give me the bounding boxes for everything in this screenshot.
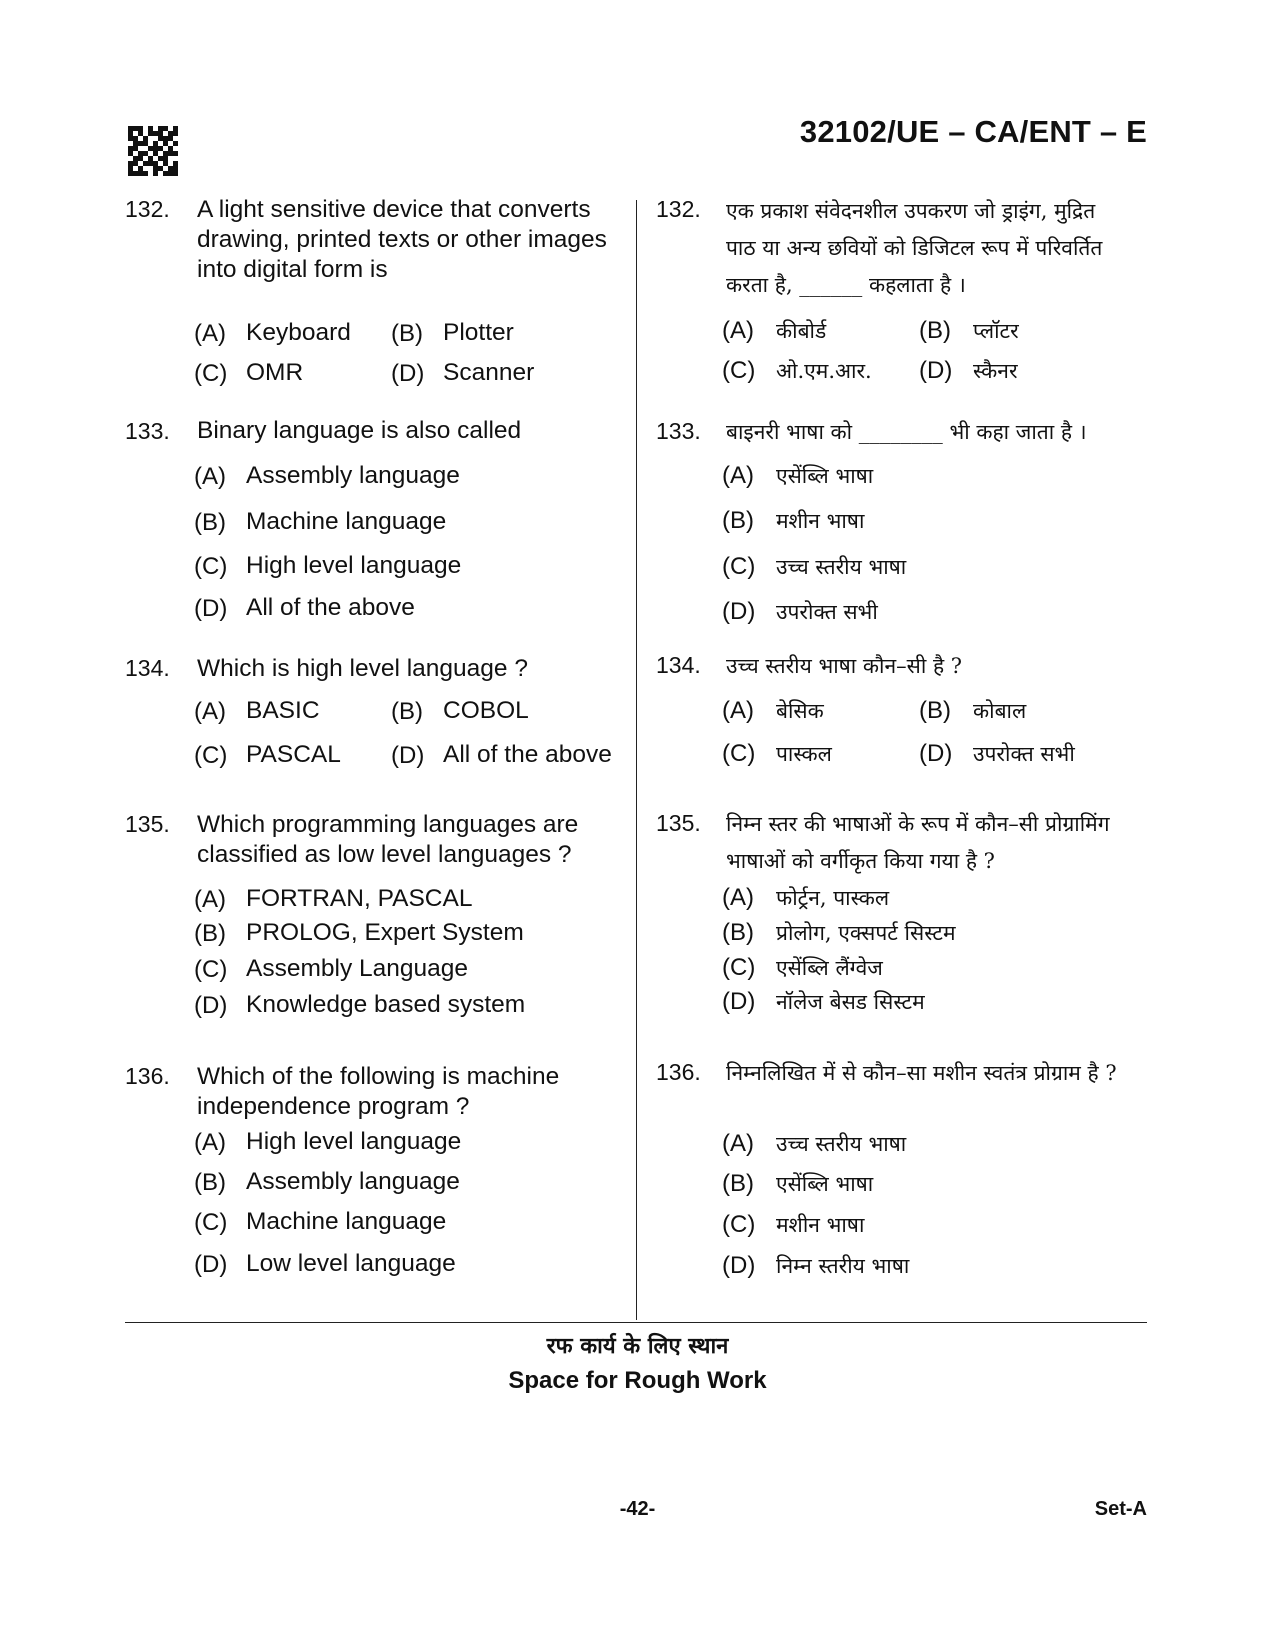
option-letter: (C) — [194, 360, 228, 387]
option-text-hi: उपरोक्त सभी — [776, 600, 878, 624]
option-letter: (A) — [722, 697, 754, 724]
question-number: 135. — [125, 811, 170, 837]
option-letter: (D) — [391, 742, 425, 769]
option-text-hi: ओ.एम.आर. — [776, 359, 872, 383]
option-text-en: OMR — [246, 359, 304, 386]
option-text-en: All of the above — [246, 594, 415, 621]
question-text-en: classified as low level languages ? — [197, 841, 572, 868]
question-text-en: A light sensitive device that converts — [197, 196, 591, 223]
option-letter: (B) — [391, 320, 423, 347]
column-divider — [636, 200, 637, 1320]
option-text-en: COBOL — [443, 697, 529, 724]
option-text-en: Machine language — [246, 508, 447, 535]
question-number: 136. — [125, 1063, 170, 1089]
option-text-hi: एसेंब्लि भाषा — [776, 1172, 874, 1196]
option-letter: (B) — [919, 317, 951, 344]
option-letter: (C) — [722, 357, 756, 384]
option-letter: (B) — [919, 697, 951, 724]
option-letter: (A) — [722, 462, 754, 489]
question-number: 134. — [125, 655, 170, 681]
question-number: 134. — [656, 652, 701, 678]
option-text-hi: निम्न स्तरीय भाषा — [776, 1254, 910, 1278]
option-letter: (C) — [722, 954, 756, 981]
question-number: 132. — [656, 196, 701, 222]
option-text-hi: उपरोक्त सभी — [973, 742, 1075, 766]
option-letter: (C) — [722, 1211, 756, 1238]
page-number: -42- — [619, 1498, 656, 1520]
question-text-hi: बाइनरी भाषा को ________ भी कहा जाता है । — [726, 420, 1087, 444]
rough-work-divider — [125, 1322, 1147, 1323]
option-letter: (A) — [194, 698, 226, 725]
option-text-en: All of the above — [443, 741, 612, 768]
paper-code: 32102/UE – CA/ENT – E — [799, 114, 1147, 149]
option-letter: (D) — [194, 992, 228, 1019]
question-text-hi: निम्नलिखित में से कौन–सा मशीन स्वतंत्र प्रोग्राम है ? — [726, 1061, 1117, 1085]
question-number: 133. — [125, 418, 170, 444]
option-text-hi: कोबाल — [973, 699, 1027, 723]
option-text-hi: एसेंब्लि भाषा — [776, 464, 874, 488]
option-letter: (C) — [722, 740, 756, 767]
option-letter: (D) — [722, 988, 756, 1015]
question-text-hi: उच्च स्तरीय भाषा कौन–सी है ? — [726, 654, 963, 678]
option-text-en: Knowledge based system — [246, 991, 526, 1018]
option-text-en: Plotter — [443, 319, 514, 346]
question-text-en: independence program ? — [197, 1093, 470, 1120]
option-text-hi: प्लॉटर — [973, 319, 1019, 343]
option-letter: (C) — [722, 553, 756, 580]
option-text-hi: नॉलेज बेसड सिस्टम — [776, 990, 925, 1014]
option-text-en: Low level language — [246, 1250, 456, 1277]
question-number: 133. — [656, 418, 701, 444]
option-letter: (A) — [722, 317, 754, 344]
rough-work-label-hindi: रफ कार्य के लिए स्थान — [546, 1333, 729, 1359]
option-letter: (B) — [722, 1170, 754, 1197]
question-number: 135. — [656, 810, 701, 836]
option-text-en: Scanner — [443, 359, 535, 386]
option-text-hi: मशीन भाषा — [776, 1213, 865, 1237]
option-text-en: PROLOG, Expert System — [246, 919, 524, 946]
question-number: 136. — [656, 1059, 701, 1085]
option-letter: (D) — [391, 360, 425, 387]
option-letter: (A) — [722, 884, 754, 911]
option-letter: (D) — [194, 595, 228, 622]
option-letter: (B) — [391, 698, 423, 725]
option-letter: (D) — [722, 1252, 756, 1279]
qr-code-icon — [128, 126, 178, 176]
option-letter: (A) — [194, 463, 226, 490]
option-text-en: High level language — [246, 1128, 462, 1155]
option-text-hi: मशीन भाषा — [776, 509, 865, 533]
option-letter: (C) — [194, 1209, 228, 1236]
option-text-en: High level language — [246, 552, 462, 579]
option-text-hi: उच्च स्तरीय भाषा — [776, 555, 907, 579]
option-text-en: Keyboard — [246, 319, 351, 346]
question-number: 132. — [125, 196, 170, 222]
option-text-en: PASCAL — [246, 741, 341, 768]
option-text-hi: स्कैनर — [973, 359, 1018, 383]
question-text-hi: करता है, ______ कहलाता है । — [726, 273, 966, 297]
question-text-hi: एक प्रकाश संवेदनशील उपकरण जो ड्राइंग, मुद्रित — [726, 199, 1096, 223]
option-text-en: Machine language — [246, 1208, 447, 1235]
option-text-en: FORTRAN, PASCAL — [246, 885, 473, 912]
question-text-hi: पाठ या अन्य छवियों को डिजिटल रूप में परिवर्तित — [726, 236, 1103, 260]
option-letter: (A) — [194, 1129, 226, 1156]
option-letter: (B) — [194, 509, 226, 536]
question-text-en: into digital form is — [197, 256, 388, 283]
option-letter: (D) — [919, 740, 953, 767]
question-text-en: Which programming languages are — [197, 811, 579, 838]
option-text-hi: प्रोलोग, एक्सपर्ट सिस्टम — [776, 921, 956, 945]
option-text-hi: पास्कल — [776, 742, 832, 766]
question-text-en: Which is high level language ? — [197, 655, 528, 682]
option-text-en: BASIC — [246, 697, 320, 724]
question-text-en: Binary language is also called — [197, 417, 522, 444]
question-text-en: Which of the following is machine — [197, 1063, 560, 1090]
option-text-hi: एसेंब्लि लैंग्वेज — [776, 956, 883, 980]
option-letter: (D) — [919, 357, 953, 384]
option-letter: (C) — [194, 742, 228, 769]
question-text-hi: भाषाओं को वर्गीकृत किया गया है ? — [726, 849, 995, 873]
option-text-hi: कीबोर्ड — [776, 319, 827, 343]
question-text-en: drawing, printed texts or other images — [197, 226, 607, 253]
option-letter: (B) — [722, 507, 754, 534]
option-text-en: Assembly language — [246, 462, 460, 489]
option-letter: (A) — [722, 1130, 754, 1157]
option-text-hi: बेसिक — [776, 699, 824, 723]
option-letter: (B) — [194, 1169, 226, 1196]
option-letter: (D) — [194, 1251, 228, 1278]
option-letter: (C) — [194, 956, 228, 983]
question-text-hi: निम्न स्तर की भाषाओं के रूप में कौन–सी प्रोग्रामिंग — [726, 812, 1110, 836]
set-label: Set-A — [1094, 1498, 1147, 1520]
option-text-en: Assembly Language — [246, 955, 469, 982]
option-letter: (A) — [194, 320, 226, 347]
option-letter: (D) — [722, 598, 756, 625]
rough-work-label-english: Space for Rough Work — [508, 1367, 767, 1394]
option-letter: (B) — [194, 920, 226, 947]
option-letter: (A) — [194, 886, 226, 913]
option-text-en: Assembly language — [246, 1168, 460, 1195]
option-letter: (C) — [194, 553, 228, 580]
option-letter: (B) — [722, 919, 754, 946]
option-text-hi: उच्च स्तरीय भाषा — [776, 1132, 907, 1156]
option-text-hi: फोर्ट्रन, पास्कल — [776, 886, 890, 910]
